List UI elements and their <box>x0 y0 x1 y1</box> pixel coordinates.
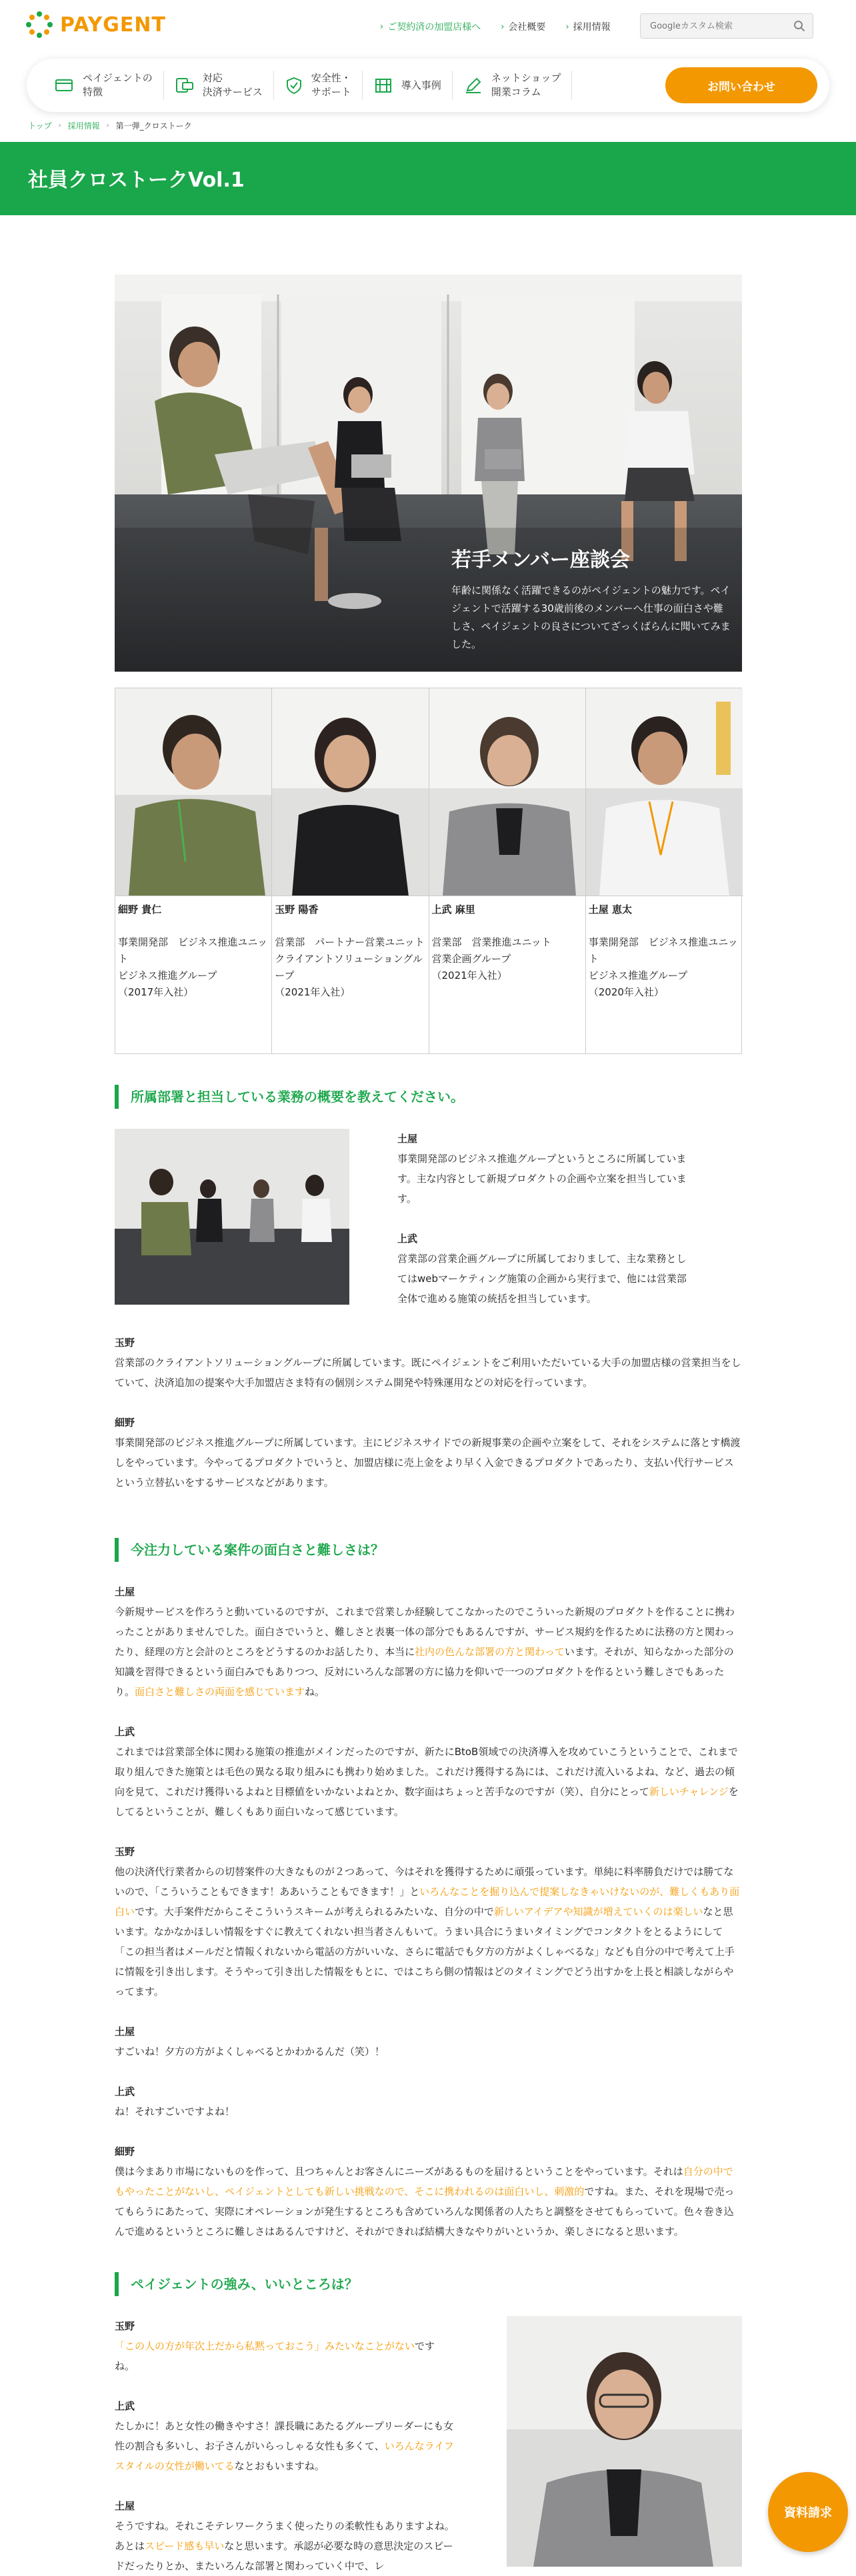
member-info: 上武 麻里 営業部 営業推進ユニット 営業企画グループ （2021年入社） <box>431 904 551 981</box>
member-card <box>429 688 586 1053</box>
member-card <box>586 688 743 1053</box>
search-box <box>640 13 813 39</box>
member-info: 土屋 恵太 事業開発部 ビジネス推進ユニット ビジネス推進グループ （2020年入社） <box>588 904 738 998</box>
shield-check-icon <box>285 76 303 95</box>
answer-block: 土屋 事業開発部のビジネス推進グループというところに所属しています。主な内容として新規プロダクトの企画や立案を担当しています。 上武 営業部の営業企画グループに所属しておりまして、主な業務としてはwebマーケティング施策の企画から実行まで、他には営業部全体で進める施策の統括を担当しています。 <box>397 1133 687 1305</box>
member-card <box>115 688 272 1053</box>
payment-icon <box>175 77 195 94</box>
page-hero <box>0 142 856 215</box>
logo-mark-icon <box>25 11 53 39</box>
member-info: 細野 貴仁 事業開発部 ビジネス推進ユニット ビジネス推進グループ （2017年入社） <box>118 904 267 998</box>
nav-item-security[interactable]: 安全性・ サポート <box>274 71 363 100</box>
chevron-right-icon: › <box>58 122 61 129</box>
photo-caption-title: 若手メンバー座談会 <box>451 548 630 572</box>
member-photo <box>272 688 428 896</box>
member-portrait-photo <box>507 2316 742 2567</box>
util-link-company[interactable]: › 会社概要 <box>501 21 546 33</box>
search-button[interactable] <box>786 14 813 38</box>
chevron-right-icon: › <box>106 122 109 129</box>
pen-icon <box>463 77 483 94</box>
nav-item-cases[interactable]: 導入事例 <box>363 71 453 100</box>
nav-item-column[interactable]: ネットショップ 開業コラム <box>453 71 573 100</box>
building-icon <box>373 77 393 94</box>
breadcrumb <box>28 120 192 131</box>
utility-links <box>380 20 611 33</box>
chevron-right-icon: › <box>380 21 384 32</box>
section-title-projects: 今注力している案件の面白さと難しさは？ <box>115 1538 384 1562</box>
chevron-right-icon: › <box>501 21 505 32</box>
card-icon <box>55 77 75 93</box>
contact-button[interactable]: お問い合わせ <box>665 67 817 103</box>
breadcrumb-recruit[interactable]: 採用情報 <box>67 121 100 131</box>
breadcrumb-current: 第一弾_クロストーク <box>115 121 192 131</box>
logo-text: PAYGENT <box>60 13 166 37</box>
chevron-right-icon: › <box>565 21 569 32</box>
discussion-photo <box>115 1129 349 1305</box>
breadcrumb-top[interactable]: トップ <box>28 121 52 131</box>
section-title-strengths: ペイジェントの強み、いいところは？ <box>115 2272 358 2296</box>
group-photo <box>115 275 742 672</box>
photo-caption <box>451 543 731 654</box>
search-input[interactable] <box>641 14 781 38</box>
answer-block: 土屋 今新規サービスを作ろうと動いているのですが、これまで営業しか経験してこなかったのでこういった新規のプロダクトを作ることに携わったことがありませんでした。面白さでいうと、難しさと表裏一体の部分でもあるんですが、サービス規約を作るために法務の方と関わったり、経理の方と会計のところをどうするのかお話したり、本当に社内の色んな部署の方と関わっています。それが、知らなかった部分の知識を習得できるという面白みでもありつつ、反対にいろんな部署の方に協力を仰いで一つのプロダクトを作るという難しさでもあったり。面白さと難しさの両面を感じていますね。 上武 これまでは営業部全体に関わる施策の推進がメインだったのですが、新たにBtoB領域での決済導入を攻めていこうということで、これまで取り組んできた施策とは毛色の異なる取り組みにも携わり始めました。これだけ獲得する為には、これだけ流入いるよね、など、過去の傾向を見て、これだけ獲得いるよねと目標値をいかないよねとか、数字面はちょっと苦手なのですが（笑）、自分にとって新しいチャレンジをしてるということが、難しくもあり面白いなって感じています。 玉野 他の決済代行業者からの切替案件の大きなものが２つあって、今はそれを獲得するために頑張っています。単純に料率勝負だけでは勝てないので、「こういうこともできます！ああいうこともできます！」といろんなことを掘り込んで提案しなきゃいけないのが、難しくもあり面白いです。大手案件だからこそこういうスキームが考えられるみたいな、自分の中で新しいアイデアや知識が増えていくのは楽しいなと思います。なかなかほしい情報をすぐに教えてくれない担当者さんもいて。うまい具合にうまいタイミングでコンタクトをとるようにして「この担当者はメールだと情報くれないから電話の方がいいな、さらに電話でも夕方の方がよくしゃべるな」なども自分の中で考えて上手に情報を引き出します。そうやって引き出した情報をもとに、ではこちら側の情報はどのタイミングでどう出すかを上長と相談しながらやってます。 土屋 すごいね！夕方の方がよくしゃべるとかわかるんだ（笑）！ 上武 ね！それすごいですよね！ 細野 僕は今まあり市場にないものを作って、且つちゃんとお客さんにニーズがあるものを届けるということをやっています。それは自分の中でもやったことがないし、ペイジェントとしても新しい挑戦なので、そこに携われるのは面白いし、刺激的ですね。また、それを現場で売ってもらうにあたって、実際にオペレーションが発生するところも含めていろんな関係者の人たちと調整をさせてもらっていて。色々巻き込んで進めるというところに難しさはあるんですけど、それができれば結構大きなやりがいというか、楽しさになると思います。 <box>115 1586 740 2238</box>
member-card <box>272 688 429 1053</box>
search-icon <box>793 20 805 32</box>
nav-item-services[interactable]: 対応 決済サービス <box>164 71 274 100</box>
photo-caption-text: 年齢に関係なく活躍できるのがペイジェントの魅力です。ペイジェントで活躍する30歳前後のメンバーへ仕事の面白さや難しさ、ペイジェントの良さについてざっくばらんに聞いてみました。 <box>451 584 731 650</box>
member-photo <box>586 688 743 896</box>
main-nav <box>27 59 829 112</box>
util-link-merchant[interactable]: › ご契約済の加盟店様へ <box>380 21 481 33</box>
top-bar <box>0 0 856 53</box>
member-photo <box>429 688 585 896</box>
member-info: 玉野 陽香 営業部 パートナー営業ユニット クライアントソリューショングループ （2021年入社） <box>275 904 425 998</box>
page-title: 社員クロストークVol.1 <box>28 169 245 192</box>
member-profiles <box>115 688 742 1054</box>
answer-block: 玉野 営業部のクライアントソリューショングループに所属しています。既にペイジェントをご利用いただいている大手の加盟店様の営業担当をしていて、決済追加の提案や大手加盟店さま特有の個別システム開発や特殊運用などの対応を行っています。 細野 事業開発部のビジネス推進グループに所属しています。主にビジネスサイドでの新規事業の企画や立案をして、それをシステムに落とす橋渡しをやっています。今やってるプロダクトでいうと、加盟店様に売上金をより早く入金できるプロダクトであったり、支払い代行サービスという立替払いをするサービスなどがあります。 <box>115 1337 741 1489</box>
request-materials-button[interactable]: 資料請求 <box>768 2472 848 2552</box>
section-title-duties: 所属部署と担当している業務の概要を教えてください。 <box>115 1085 464 1109</box>
nav-item-features[interactable]: ペイジェントの 特徴 <box>44 71 164 100</box>
answer-block: 玉野 「この人の方が年次上だから私黙っておこう」みたいなことがないですね。 上武 たしかに！あと女性の働きやすさ！課長職にあたるグループリーダーにも女性の割合も多いし、お子さんがいらっしゃる女性も多くて、いろんなライフスタイルの女性が働いてるなとおもいますね。 土屋 そうですね。それこそテレワークうまく使ったりの柔軟性もありますよね。 あとはスピード感も早いなと思います。承認が必要な時の意思決定のスピードだったりとか、またいろんな部署と関わっていく中で、レ <box>115 2320 455 2572</box>
member-photo <box>115 688 271 896</box>
util-link-recruit[interactable]: › 採用情報 <box>565 21 611 33</box>
paygent-logo[interactable] <box>25 11 166 39</box>
